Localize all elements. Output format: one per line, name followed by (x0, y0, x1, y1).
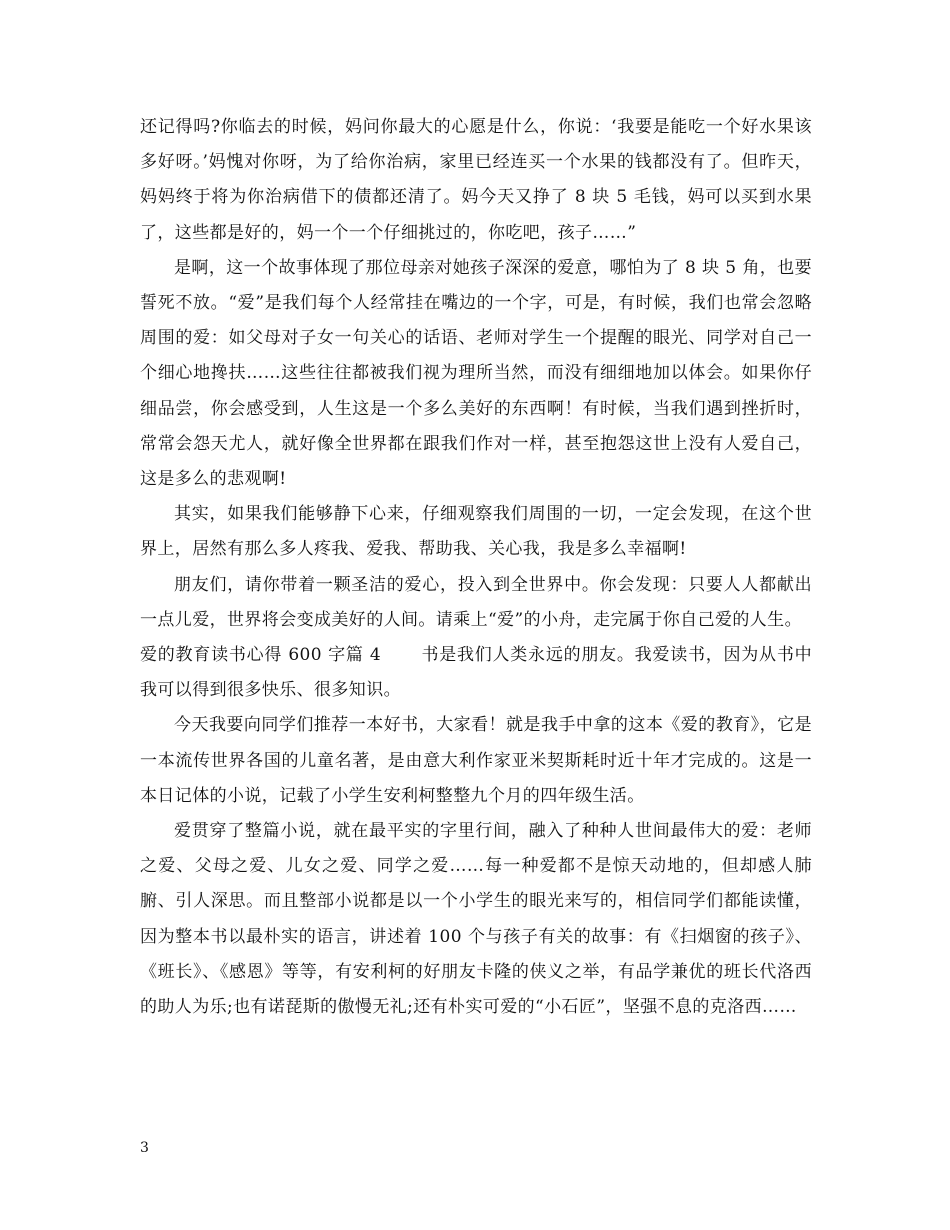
page-number: 3 (140, 1140, 149, 1156)
paragraph-2: 是啊，这一个故事体现了那位母亲对她孩子深深的爱意，哪怕为了 8 块 5 角，也要誓死不放。“爱”是我们每个人经常挂在嘴边的一个字，可是，有时候，我们也常会忽略周围的爱：如父母对子女一句关心的话语、老师对学生一个提醒的眼光、同学对自己一个细心地搀扶……这些往往都被我们视为理所当然，而没有细细地加以体会。如果你仔细品尝，你会感受到，人生这是一个多么美好的东西啊！有时候，当我们遇到挫折时，常常会怨天尤人，就好像全世界都在跟我们作对一样，甚至抱怨这世上没有人爱自己，这是多么的悲观啊! (140, 257, 812, 490)
section-paragraph (140, 638, 812, 708)
paragraph-6: 爱贯穿了整篇小说，就在最平实的字里行间，融入了种种人世间最伟大的爱：老师之爱、父母之爱、儿女之爱、同学之爱……每一种爱都不是惊天动地的，但却感人肺腑、引人深思。而且整部小说都是以一个小学生的眼光来写的，相信同学们都能读懂，因为整本书以最朴实的语言，讲述着 100 个与孩子有关的故事：有《扫烟窗的孩子》、《班长》、《感恩》等等，有安利柯的好朋友卡隆的侠义之举，有品学兼优的班长代洛西的助人为乐;也有诺琵斯的傲慢无礼;还有朴实可爱的“小石匠”，坚强不息的克洛西…… (140, 821, 812, 1018)
document-body (140, 110, 812, 1025)
paragraph-4: 朋友们，请你带着一颗圣洁的爱心，投入到全世界中。你会发现：只要人人都献出一点儿爱，世界将会变成美好的人间。请乘上“爱”的小舟，走完属于你自己爱的人生。 (140, 574, 812, 630)
section-heading: 爱的教育读书心得 600 字篇 4 (140, 645, 382, 666)
paragraph-1: 还记得吗?你临去的时候，妈问你最大的心愿是什么，你说：‘我要是能吃一个好水果该多好呀。’妈愧对你呀，为了给你治病，家里已经连买一个水果的钱都没有了。但昨天，妈妈终于将为你治病借下的债都还清了。妈今天又挣了 8 块 5 毛钱，妈可以买到水果了，这些都是好的，妈一个一个仔细挑过的，你吃吧，孩子……” (140, 117, 812, 243)
paragraph-5: 今天我要向同学们推荐一本好书，大家看！就是我手中拿的这本《爱的教育》，它是一本流传世界各国的儿童名著，是由意大利作家亚米契斯耗时近十年才完成的。这是一本日记体的小说，记载了小学生安利柯整整九个月的四年级生活。 (140, 715, 812, 806)
paragraph-3: 其实，如果我们能够静下心来，仔细观察我们周围的一切，一定会发现，在这个世界上，居然有那么多人疼我、爱我、帮助我、关心我，我是多么幸福啊! (140, 504, 812, 560)
section-opening: 书是我们人类永远的朋友。我爱读书，因为从书中我可以得到很多快乐、很多知识。 (140, 645, 812, 701)
